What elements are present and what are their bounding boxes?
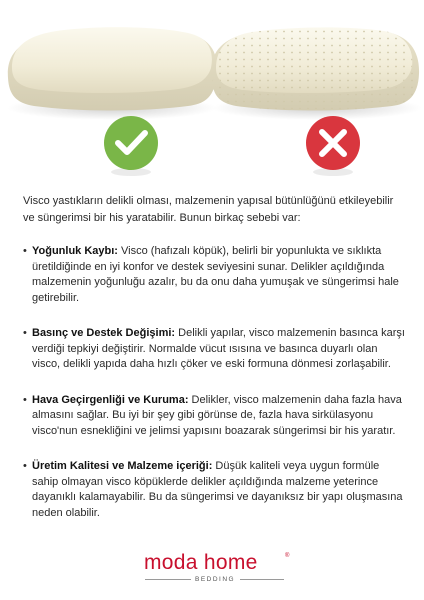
item-text: Düşük kaliteli veya uygun formüle sahip olmayan visco köpüklerde delikler açıldığında malzeme yeterince dayanıklı kalamayabilir. Bu da süngerimsi ve dayanıksız bir yapı oluşmasına neden olabilir. <box>32 460 403 519</box>
brand-name: moda home <box>144 551 258 574</box>
x-badge <box>306 116 360 176</box>
bullet-icon: • <box>23 460 27 472</box>
item-text: Delikler, visco malzemenin daha fazla hava almasını sağlar. Bu iyi bir şey gibi görünse de, fazla hava sirkülasyonu visco'nun esnekliğini ve jelimsi yapısını boazarak süngerimsi bir his yaratır. <box>32 393 402 437</box>
list-item <box>23 459 405 521</box>
solid-pillow <box>7 27 217 120</box>
intro-paragraph: Visco yastıkların delikli olması, malzemenin yapısal bütünlüğünü etkileyebilir ve süngerimsi bir his yaratabilir. Bunun birkaç sebebi var: <box>23 195 394 224</box>
brand-divider <box>145 579 191 580</box>
bullet-icon: • <box>23 327 27 339</box>
brand-logo <box>0 551 424 591</box>
perforated-pillow <box>211 27 422 120</box>
list-item <box>23 393 405 440</box>
list-item <box>23 326 405 373</box>
article-body <box>23 193 405 541</box>
brand-tagline: BEDDING <box>195 576 236 583</box>
pillow-comparison-graphic <box>0 0 424 180</box>
item-title: Hava Geçirgenliği ve Kuruma: <box>32 393 189 406</box>
brand-divider <box>240 579 284 580</box>
reasons-list <box>23 244 405 521</box>
item-text: Visco (hafızalı köpük), belirli bir yopunlukta ve sıklıkta üretildiğinde en iyi konfor ve destek seviyesini sunar. Delikler açıldığında malzemenin yoğunluğu azalır, bu da onu daha yumuşak ve süngerimsi hale getirebilir. <box>32 245 399 304</box>
item-text: Delikli yapılar, visco malzemenin basınca karşı verdiği tepkiyi değiştirir. Normalde vücut ısısına ve basınca duyarlı olan visco, delikli yapıda daha hızlı çöker ve eski formuna dönmesi zorlaşabilir. <box>32 327 405 370</box>
list-item <box>23 244 405 306</box>
item-title: Basınç ve Destek Değişimi: <box>32 327 176 339</box>
bullet-icon: • <box>23 245 27 257</box>
check-badge <box>104 116 158 176</box>
bullet-icon: • <box>23 393 27 406</box>
item-title: Yoğunluk Kaybı: <box>32 245 118 257</box>
item-title: Üretim Kalitesi ve Malzeme içeriği: <box>32 460 213 472</box>
check-icon <box>104 116 158 170</box>
pillow-comparison-image <box>0 0 424 180</box>
registered-mark: ® <box>285 553 290 559</box>
